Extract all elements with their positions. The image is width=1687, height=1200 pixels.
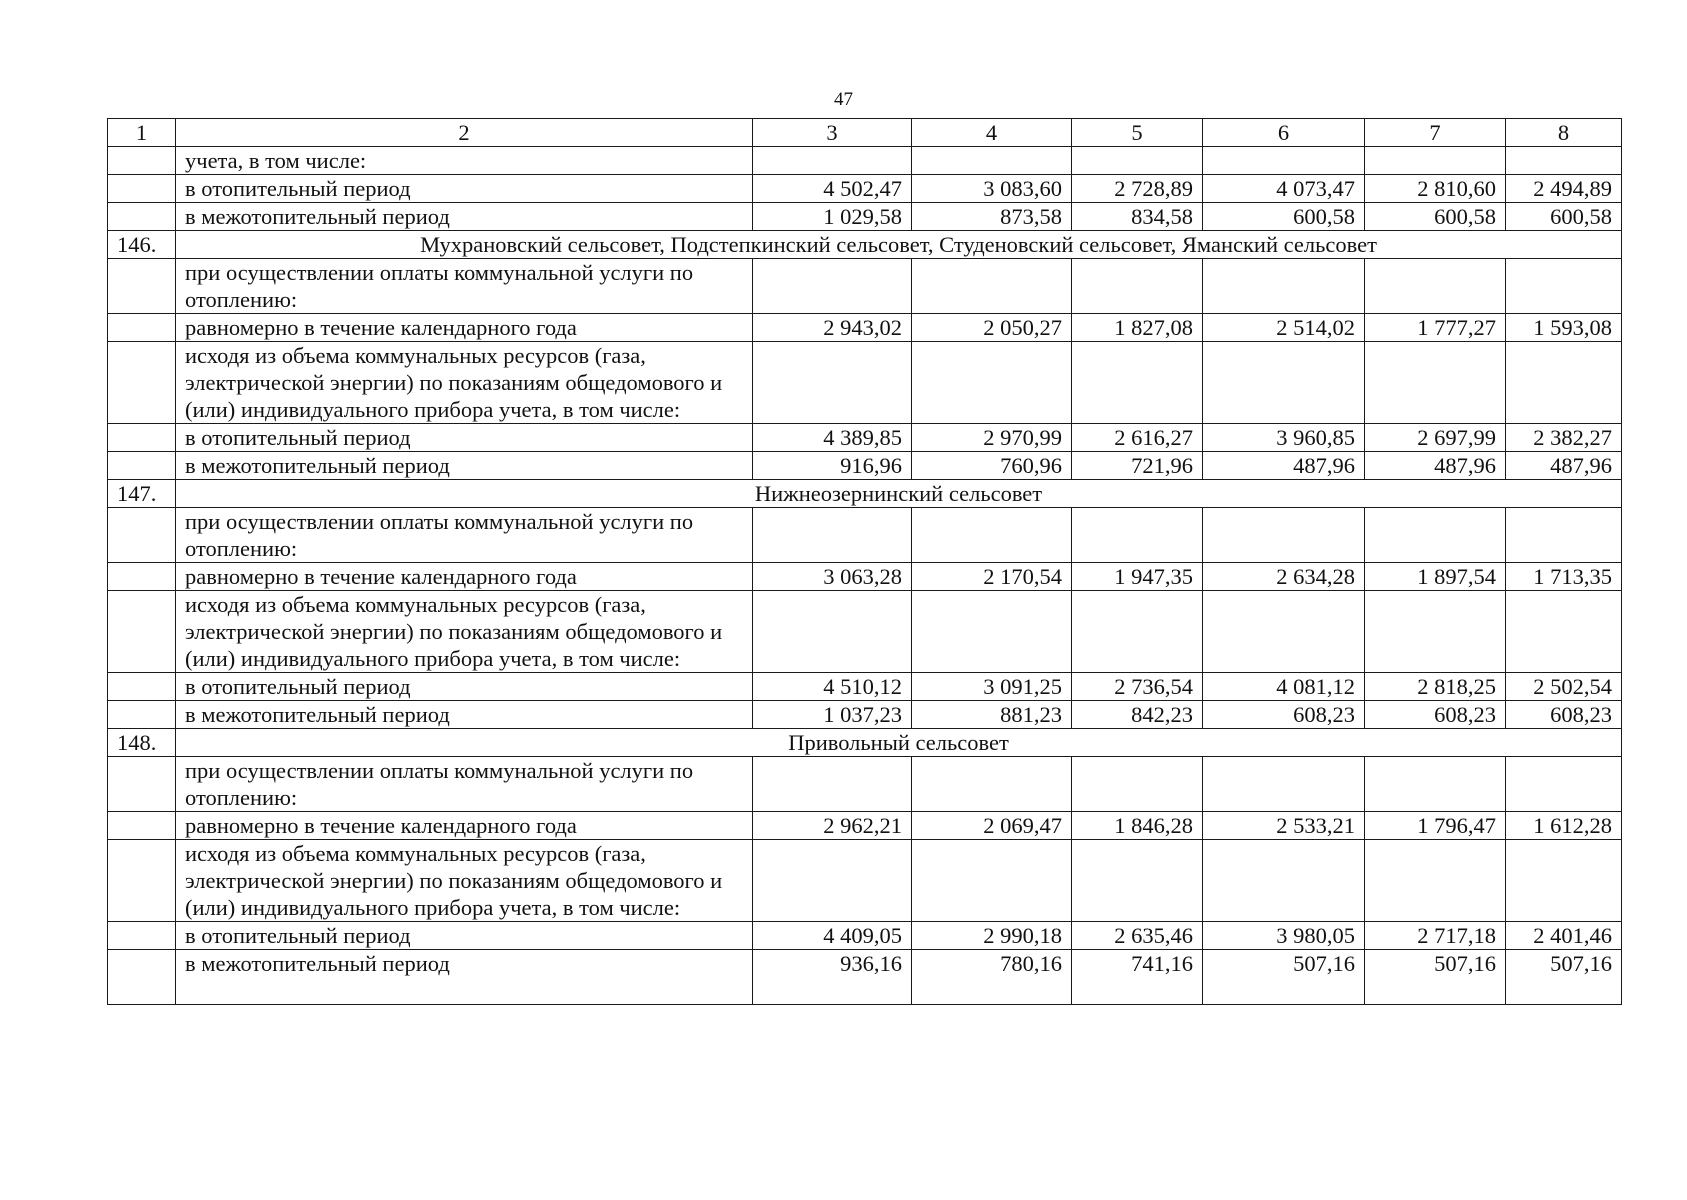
value-cell: 2 401,46 [1506, 922, 1622, 950]
value-cell [912, 508, 1072, 563]
row-label: учета, в том числе: [176, 147, 753, 175]
group-title: Привольный сельсовет [176, 729, 1622, 757]
value-cell: 1 796,47 [1365, 812, 1506, 840]
value-cell: 2 170,54 [912, 563, 1072, 591]
value-cell: 1 593,08 [1506, 314, 1622, 342]
value-cell: 1 827,08 [1072, 314, 1203, 342]
value-cell: 2 810,60 [1365, 175, 1506, 203]
value-cell [912, 757, 1072, 812]
value-cell: 2 943,02 [753, 314, 912, 342]
value-cell: 608,23 [1365, 701, 1506, 729]
value-cell: 507,16 [1365, 950, 1506, 1005]
value-cell [753, 342, 912, 424]
row-number-cell [108, 757, 176, 812]
row-label: в межотопительный период [176, 452, 753, 480]
value-cell [1506, 757, 1622, 812]
value-cell: 2 990,18 [912, 922, 1072, 950]
value-cell: 780,16 [912, 950, 1072, 1005]
value-cell [1506, 840, 1622, 922]
value-cell [912, 591, 1072, 673]
value-cell [1072, 840, 1203, 922]
table-row [108, 563, 1622, 591]
table-row [108, 701, 1622, 729]
value-cell: 1 029,58 [753, 203, 912, 231]
value-cell: 1 846,28 [1072, 812, 1203, 840]
row-number: 148. [108, 729, 176, 757]
column-header: 4 [912, 119, 1072, 147]
value-cell [1203, 342, 1365, 424]
value-cell: 2 382,27 [1506, 424, 1622, 452]
value-cell: 2 502,54 [1506, 673, 1622, 701]
value-cell: 760,96 [912, 452, 1072, 480]
value-cell: 936,16 [753, 950, 912, 1005]
value-cell [1072, 259, 1203, 314]
value-cell: 3 980,05 [1203, 922, 1365, 950]
column-header: 7 [1365, 119, 1506, 147]
table-row [108, 812, 1622, 840]
value-cell: 1 777,27 [1365, 314, 1506, 342]
table-body [108, 119, 1622, 1005]
row-number-cell [108, 922, 176, 950]
row-number: 147. [108, 480, 176, 508]
page-number: 47 [834, 89, 853, 110]
group-header-row [108, 231, 1622, 259]
row-number-cell [108, 673, 176, 701]
value-cell: 4 510,12 [753, 673, 912, 701]
value-cell [1365, 757, 1506, 812]
value-cell: 1 037,23 [753, 701, 912, 729]
table-row [108, 673, 1622, 701]
group-title: Мухрановский сельсовет, Подстепкинский сельсовет, Студеновский сельсовет, Яманский сельсовет [176, 231, 1622, 259]
row-number-cell [108, 147, 176, 175]
row-label: равномерно в течение календарного года [176, 563, 753, 591]
row-number-cell [108, 424, 176, 452]
row-number-cell [108, 950, 176, 1005]
row-label: при осуществлении оплаты коммунальной услуги по отоплению: [176, 508, 753, 563]
row-number-cell [108, 812, 176, 840]
value-cell [1506, 342, 1622, 424]
value-cell: 3 960,85 [1203, 424, 1365, 452]
value-cell: 4 502,47 [753, 175, 912, 203]
column-header: 2 [176, 119, 753, 147]
value-cell: 4 081,12 [1203, 673, 1365, 701]
row-number: 146. [108, 231, 176, 259]
value-cell: 873,58 [912, 203, 1072, 231]
value-cell [1506, 147, 1622, 175]
value-cell [912, 259, 1072, 314]
value-cell: 487,96 [1506, 452, 1622, 480]
value-cell: 2 533,21 [1203, 812, 1365, 840]
value-cell: 2 514,02 [1203, 314, 1365, 342]
table-row [108, 342, 1622, 424]
table-row [108, 452, 1622, 480]
group-header-row [108, 729, 1622, 757]
row-number-cell [108, 701, 176, 729]
value-cell [1203, 259, 1365, 314]
value-cell: 842,23 [1072, 701, 1203, 729]
row-label: в отопительный период [176, 175, 753, 203]
row-number-cell [108, 452, 176, 480]
tariff-table [107, 118, 1622, 1005]
value-cell: 4 389,85 [753, 424, 912, 452]
value-cell [1506, 591, 1622, 673]
value-cell: 507,16 [1203, 950, 1365, 1005]
value-cell: 3 063,28 [753, 563, 912, 591]
value-cell [753, 757, 912, 812]
value-cell: 834,58 [1072, 203, 1203, 231]
row-label: равномерно в течение календарного года [176, 812, 753, 840]
value-cell: 741,16 [1072, 950, 1203, 1005]
value-cell [1072, 342, 1203, 424]
row-label: в отопительный период [176, 673, 753, 701]
value-cell: 4 073,47 [1203, 175, 1365, 203]
value-cell [753, 147, 912, 175]
table-row [108, 950, 1622, 1005]
row-label: при осуществлении оплаты коммунальной услуги по отоплению: [176, 259, 753, 314]
value-cell [753, 591, 912, 673]
value-cell [1203, 591, 1365, 673]
value-cell: 2 970,99 [912, 424, 1072, 452]
row-number-cell [108, 563, 176, 591]
table-row [108, 591, 1622, 673]
value-cell: 2 717,18 [1365, 922, 1506, 950]
value-cell [912, 342, 1072, 424]
value-cell: 2 069,47 [912, 812, 1072, 840]
row-number-cell [108, 259, 176, 314]
column-header: 1 [108, 119, 176, 147]
value-cell: 487,96 [1203, 452, 1365, 480]
value-cell [1072, 591, 1203, 673]
value-cell: 2 616,27 [1072, 424, 1203, 452]
row-number-cell [108, 840, 176, 922]
row-label: в межотопительный период [176, 701, 753, 729]
row-number-cell [108, 591, 176, 673]
row-label: в отопительный период [176, 922, 753, 950]
column-header: 5 [1072, 119, 1203, 147]
column-header: 3 [753, 119, 912, 147]
value-cell [1506, 259, 1622, 314]
table-row [108, 175, 1622, 203]
value-cell [753, 259, 912, 314]
value-cell: 2 635,46 [1072, 922, 1203, 950]
value-cell: 600,58 [1506, 203, 1622, 231]
value-cell: 721,96 [1072, 452, 1203, 480]
value-cell: 916,96 [753, 452, 912, 480]
value-cell: 1 713,35 [1506, 563, 1622, 591]
value-cell: 507,16 [1506, 950, 1622, 1005]
value-cell [1365, 508, 1506, 563]
value-cell: 1 612,28 [1506, 812, 1622, 840]
row-number-cell [108, 508, 176, 563]
row-number-cell [108, 203, 176, 231]
value-cell: 3 083,60 [912, 175, 1072, 203]
value-cell [1365, 147, 1506, 175]
value-cell: 2 728,89 [1072, 175, 1203, 203]
value-cell [753, 840, 912, 922]
table-row [108, 840, 1622, 922]
value-cell [1203, 840, 1365, 922]
value-cell [1365, 591, 1506, 673]
row-label: исходя из объема коммунальных ресурсов (газа, электрической энергии) по показаниям общедомового и (или) индивидуального прибора учета, в том числе: [176, 342, 753, 424]
row-number-cell [108, 342, 176, 424]
value-cell [1203, 508, 1365, 563]
value-cell: 487,96 [1365, 452, 1506, 480]
value-cell: 3 091,25 [912, 673, 1072, 701]
table-row [108, 314, 1622, 342]
value-cell [1365, 342, 1506, 424]
row-label: исходя из объема коммунальных ресурсов (газа, электрической энергии) по показаниям общедомового и (или) индивидуального прибора учета, в том числе: [176, 591, 753, 673]
table-row [108, 147, 1622, 175]
row-label: в отопительный период [176, 424, 753, 452]
value-cell [1365, 259, 1506, 314]
table-row [108, 508, 1622, 563]
value-cell: 2 818,25 [1365, 673, 1506, 701]
value-cell [912, 147, 1072, 175]
row-label: при осуществлении оплаты коммунальной услуги по отоплению: [176, 757, 753, 812]
value-cell: 2 494,89 [1506, 175, 1622, 203]
value-cell: 2 050,27 [912, 314, 1072, 342]
value-cell: 600,58 [1365, 203, 1506, 231]
value-cell [1506, 508, 1622, 563]
row-label: в межотопительный период [176, 950, 753, 1005]
table-row [108, 757, 1622, 812]
value-cell [1203, 757, 1365, 812]
value-cell: 1 897,54 [1365, 563, 1506, 591]
value-cell: 4 409,05 [753, 922, 912, 950]
value-cell [753, 508, 912, 563]
value-cell [912, 840, 1072, 922]
table-row [108, 424, 1622, 452]
value-cell: 881,23 [912, 701, 1072, 729]
group-title: Нижнеозернинский сельсовет [176, 480, 1622, 508]
value-cell: 608,23 [1203, 701, 1365, 729]
value-cell: 1 947,35 [1072, 563, 1203, 591]
value-cell [1072, 508, 1203, 563]
value-cell [1072, 147, 1203, 175]
row-number-cell [108, 314, 176, 342]
table-row [108, 922, 1622, 950]
row-label: равномерно в течение календарного года [176, 314, 753, 342]
column-header: 8 [1506, 119, 1622, 147]
value-cell [1072, 757, 1203, 812]
group-header-row [108, 480, 1622, 508]
header-row [108, 119, 1622, 147]
value-cell [1365, 840, 1506, 922]
row-number-cell [108, 175, 176, 203]
value-cell [1203, 147, 1365, 175]
row-label: исходя из объема коммунальных ресурсов (газа, электрической энергии) по показаниям общедомового и (или) индивидуального прибора учета, в том числе: [176, 840, 753, 922]
value-cell: 2 962,21 [753, 812, 912, 840]
table-row [108, 203, 1622, 231]
value-cell: 2 634,28 [1203, 563, 1365, 591]
column-header: 6 [1203, 119, 1365, 147]
table-row [108, 259, 1622, 314]
row-label: в межотопительный период [176, 203, 753, 231]
value-cell: 2 697,99 [1365, 424, 1506, 452]
value-cell: 600,58 [1203, 203, 1365, 231]
value-cell: 2 736,54 [1072, 673, 1203, 701]
value-cell: 608,23 [1506, 701, 1622, 729]
